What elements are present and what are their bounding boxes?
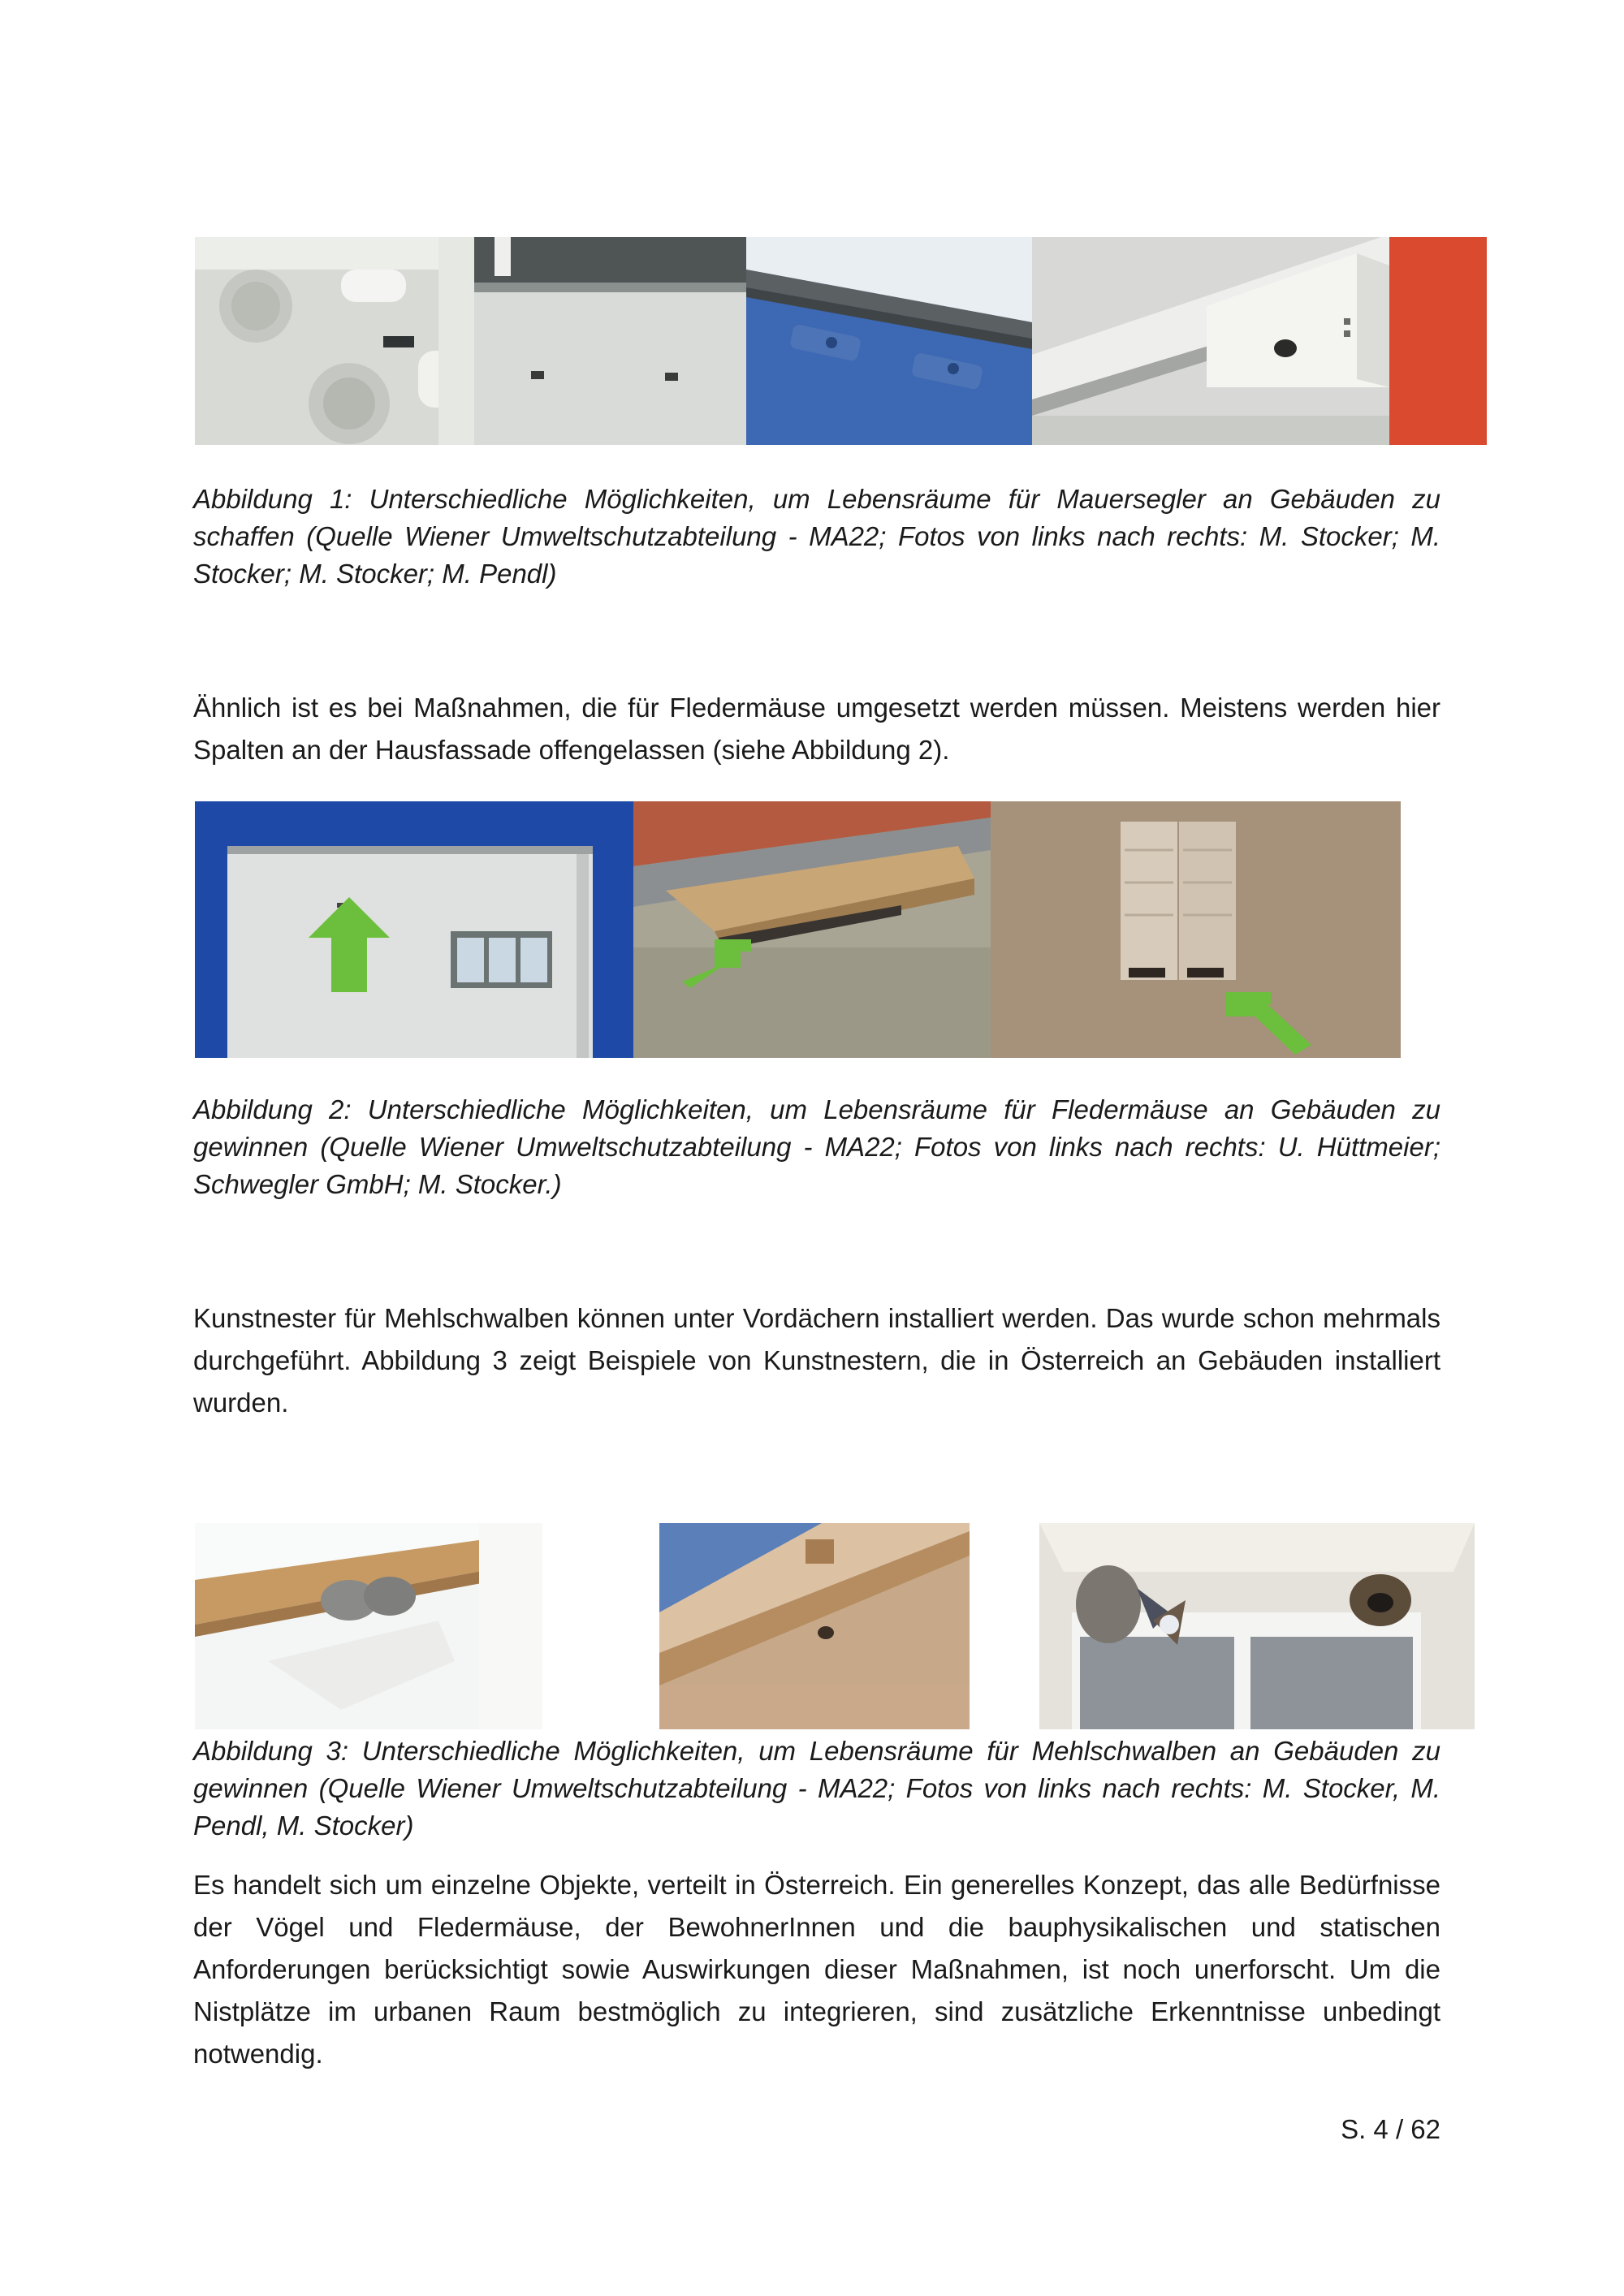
page-number: S. 4 / 62 [1341,2114,1440,2144]
figure3-photo-3 [1039,1523,1475,1729]
figure1-photo-4 [1032,237,1487,445]
figure1-photo-2 [474,237,746,445]
figure2-photo-3 [991,801,1401,1058]
figure1-caption: Abbildung 1: Unterschiedliche Möglichkeiten, um Lebensräume für Mauersegler an Gebäuden zu schaffen (Quelle Wiener Umweltschutzabteilung - MA22; Fotos von links nach rechts: M. Stocker; M. Stocker; M. Stocker; M. Pendl) [193,484,1440,589]
figure2-photo-1 [195,801,633,1058]
figure3-caption: Abbildung 3: Unterschiedliche Möglichkeiten, um Lebensräume für Mehlschwalben an Gebäuden zu gewinnen (Quelle Wiener Umweltschutzabteilung - MA22; Fotos von links nach rechts: M. Stocker, M. Pendl, M. Stocker) [193,1736,1440,1841]
paragraph-conclusion: Es handelt sich um einzelne Objekte, verteilt in Österreich. Ein generelles Konzept, das alle Bedürfnisse der Vögel und Fledermäuse, der BewohnerInnen und die bauphysikalischen und statischen Anforderungen berücksichtigt sowie Auswirkungen dieser Maßnahmen, ist noch unerforscht. Um die Nistplätze im urbanen Raum bestmöglich zu integrieren, sind zusätzliche Erkenntnisse unbedingt notwendig. [193,1870,1440,2069]
paragraph-bats-intro: Ähnlich ist es bei Maßnahmen, die für Fledermäuse umgesetzt werden müssen. Meistens werden hier Spalten an der Hausfassade offengelassen (siehe Abbildung 2). [193,693,1440,765]
figure1-photo-3 [746,237,1032,445]
figure2-photo-2 [633,801,991,1058]
figure1-photo-1 [195,237,474,445]
figure3-photo-2 [659,1523,970,1729]
figure3-photo-1 [195,1523,542,1729]
paragraph-swallows-intro: Kunstnester für Mehlschwalben können unter Vordächern installiert werden. Das wurde schon mehrmals durchgeführt. Abbildung 3 zeigt Beispiele von Kunstnestern, die in Österreich an Gebäuden installiert wurden. [193,1303,1440,1418]
figure2-caption: Abbildung 2: Unterschiedliche Möglichkeiten, um Lebensräume für Fledermäuse an Gebäuden zu gewinnen (Quelle Wiener Umweltschutzabteilung - MA22; Fotos von links nach rechts: U. Hüttmeier; Schwegler GmbH; M. Stocker.) [193,1094,1440,1199]
